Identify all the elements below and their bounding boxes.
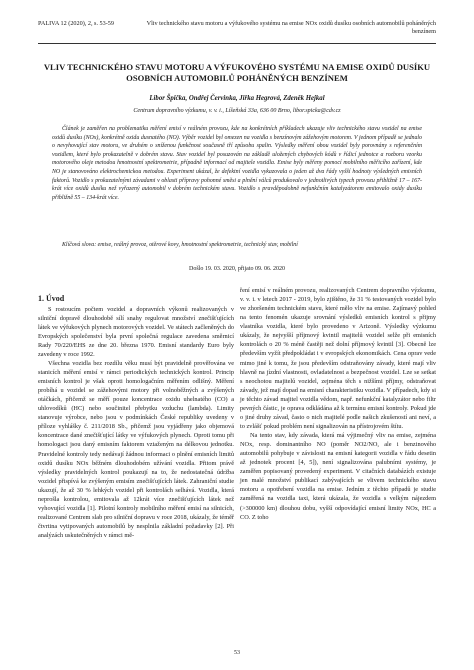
body-column-left xyxy=(38,293,234,540)
body-column-right xyxy=(240,286,436,522)
body-paragraph: ření emisí v reálném provozu, realizovaných Centrem dopravního výzkumu, v. v. i. v letech 2017 - 2019, bylo zjištěno, že 31 % testovaných vozidel bylo ve zhoršeném technickém stavu, které mělo vliv na emise. Zajímavý pohled na tento fenomén ukazuje srovnání výsledků emisních kontrol s přijmy vlastníka vozidla, které bylo provedeno v Arizoně. Výsledky výzkumu ukázaly, že nejvyšší příjmový kvintil majitelů vozidel selže při emisních kontrolách o 20 % méně častěji než dolní příjmový kvintil [3]. Obecně lze především vyžít předpokládat i v evropských ekonomikách. Cena oprav vede mimo jiné k tomu, že jsou především odstraňovány závady, které mají vliv hlavně na jízdní vlastnosti, ovladatelnost a bezpečnost vozidel. Lze se setkat s neochotou majitelů vozidel, zejména těch s nižšími příjmy, odstraňovat závady, jež mají dopad na emisní charakteristiku vozidla. V případech, kdy si je těchto závad majitel vozidla vědom, např. nefunkční katalyzátor nebo filtr pevných částic, je oprava odkládána až k termínu emisní kontroly. Pokud jde o jiné druhy závad, často o nich majitelé podle našich zkušeností ani neví, a to zvlášť pokud problém není signalizován na přístrojovém štítu. xyxy=(240,287,436,430)
running-head xyxy=(38,20,436,37)
journal-citation: PALIVA 12 (2020), 2, s. 53-59 xyxy=(38,20,114,27)
keywords: Klíčová slova: emise, reálný provoz, otěrové kovy, hmotnostní spektrometrie, technický stav, mobilní xyxy=(62,242,298,248)
body-paragraph: Všechna vozidla bez rozdílu věku musí být pravidelně prověřována ve stanicích měření emisí v rámci periodických technických kontrol. Princip emisních kontrol je však oproti homologačním měřením odlišný. Měření probíhá u vozidel se zážehovými motory při volnoběžných a zvýšených otáčkách, přičemž se měří pouze koncentrace oxidu uhelnatého (CO) a uhlovodíků (HC) nebo součinitel přebytku vzduchu (lambda). Limity stanovuje výrobce, nebo jsou v podmínkách České republiky uvedeny v příloze vyhlášky č. 211/2018 Sb., přičemž jsou vyjádřeny jako objemová koncentrace dané znečišťující látky ve výfukových plynech. Oproti tomu při homologaci jsou daný emisním faktorem vztaženým na délkovou jednotku. Pravidelné kontroly tedy nedávají žádnou informaci o plnění emisních limitů oxidů dusíku NOx běžném dlouhodobém užívání vozidla. Přitom právě výsledky pravidelných kontrol poukazují na to, že nedostatečná údržba vozidel přispívá ke zvýšeným emisím znečišťujících látek. Zahraniční studie ukazují, že až 30 % lehkých vozidel při kontrolách selhává. Vozidla, která neprošla kontrolou, emitovala až 12krát více znečišťujících látek než vyhovující vozidla [1]. Pilotní kontroly mobilního měření emisí na silnicích, realizované Centrem slab pro silniční dopravu v roce 2018, ukázaly, že téměř čtvrtina vytipovaných automobilů by nesplnila základní požadavky [2]. Při analýzách uskutečněných v rámci mě- xyxy=(38,359,234,540)
running-title: Vliv technického stavu motoru a výfukového systému na emise NOx oxidů dusíku osobních automobilů poháněných benzínem xyxy=(146,20,436,36)
body-paragraph: Na tento stav, kdy závada, která má výjimečný vliv na emise, zejména NOx, resp. dominantního NO (poměr NO2/NO, ale i benzinového automobilů pohybuje v závislosti na emisní kategorii vozidla v řádu desetin až jednotek procent [4, 5]), není signalizována palubními systémy, je zaměřen popisovaný provedený experiment. V citačních databázích existuje jen malé množství publikací zabývajících se vlivem technického stavu motoru a opotřebení vozidla na emise. Jedním z těchto případů je studie zaměřená na vozidla taxi, která ukázala, že vozidla s velkým nájezdem (>300000 km) dlouhou dobu, vyšší odpovídající emisní limity NOx, HC a CO. Z toho xyxy=(240,432,436,521)
page-number: 53 xyxy=(234,650,240,656)
paper-title: VLIV TECHNICKÉHO STAVU MOTORU A VÝFUKOVÉHO SYSTÉMU NA EMISE OXIDŮ DUSÍKU OSOBNÍCH AUTOMOBILŮ POHÁNĚNÝCH BENZÍNEM xyxy=(43,62,431,84)
received-accepted-dates: Došlo 19. 03. 2020, přijato 09. 06. 2020 xyxy=(189,266,285,272)
abstract xyxy=(52,125,422,202)
author-affiliation: Centrum dopravního výzkumu, v. v. i., Líšeňská 33a, 636 00 Brno, libor.spicka@cdv.cz xyxy=(133,108,341,114)
section-heading: 1. Úvod xyxy=(38,294,65,303)
body-paragraph: S rostoucím počtem vozidel a dopravních výkonů realizovaných v silniční dopravě dlouhodobě sílí snahy regulovat množství znečišťujících látek ve výfukových plynech motorových vozidel. Ve státech začleněných do Evropských společenství byla první společná regulace zavedena směrnicí Rady 70/220/EHS ze dne 20. března 1970. Emisní standardy Euro byly zavedeny v roce 1992. xyxy=(38,305,234,358)
abstract-text: Článek je zaměřen na problematiku měření emisí v reálném provozu, kde na konkrétních příkladech ukazuje vliv technického stavu vozidel na emise oxidů dusíku (NOx), konkrétně oxidu dusnatého (NO). Výběr vozidel byl omezen na vozidla s benzínovým zážehovým motorem. V jednom případě se jednalo o nevyhovující stav motoru, ve druhém o sníženou funkčnost současně tří způsobu spalin. Výsledky měření obou vozidel byly porovnány s referenčním vozidlem, které bylo prokazatelně v dobrém stavu. Stav vozidel byl posuzován na základě uložených chybových kódů v řídicí jednotce a rozboru vzorku motorového oleje metodou hmotnostní spektrometrie, případně informací od majitele vozidla. Emise byly měřeny pomocí mobilního měřicího zařízení, kde NO je stanovováno elektrochemickou metodou. Experiment ukázal, že defektní vozidla vykazovala o jeden až dva řády vyšší hodnoty výsledných emisních faktorů. Vozidlo s prokazatelnými závadami v oblasti přípravy pohonné směsi a plnění válců produkovalo v jednotlivých typech provozu přibližně 17 – 167-krát více oxidů dusíku než vyřazený automobil v dobrém technickém stavu. Vozidlo s pravděpodobně nefunkčním katalyzátorem emitovalo oxidy dusíku přibližně 55 – 134-krát více. xyxy=(52,126,422,201)
author-list: Libor Špička, Ondřej Červinka, Jiřka Hegrová, Zdeněk Hejkal xyxy=(149,95,325,102)
header-rule xyxy=(38,43,436,44)
